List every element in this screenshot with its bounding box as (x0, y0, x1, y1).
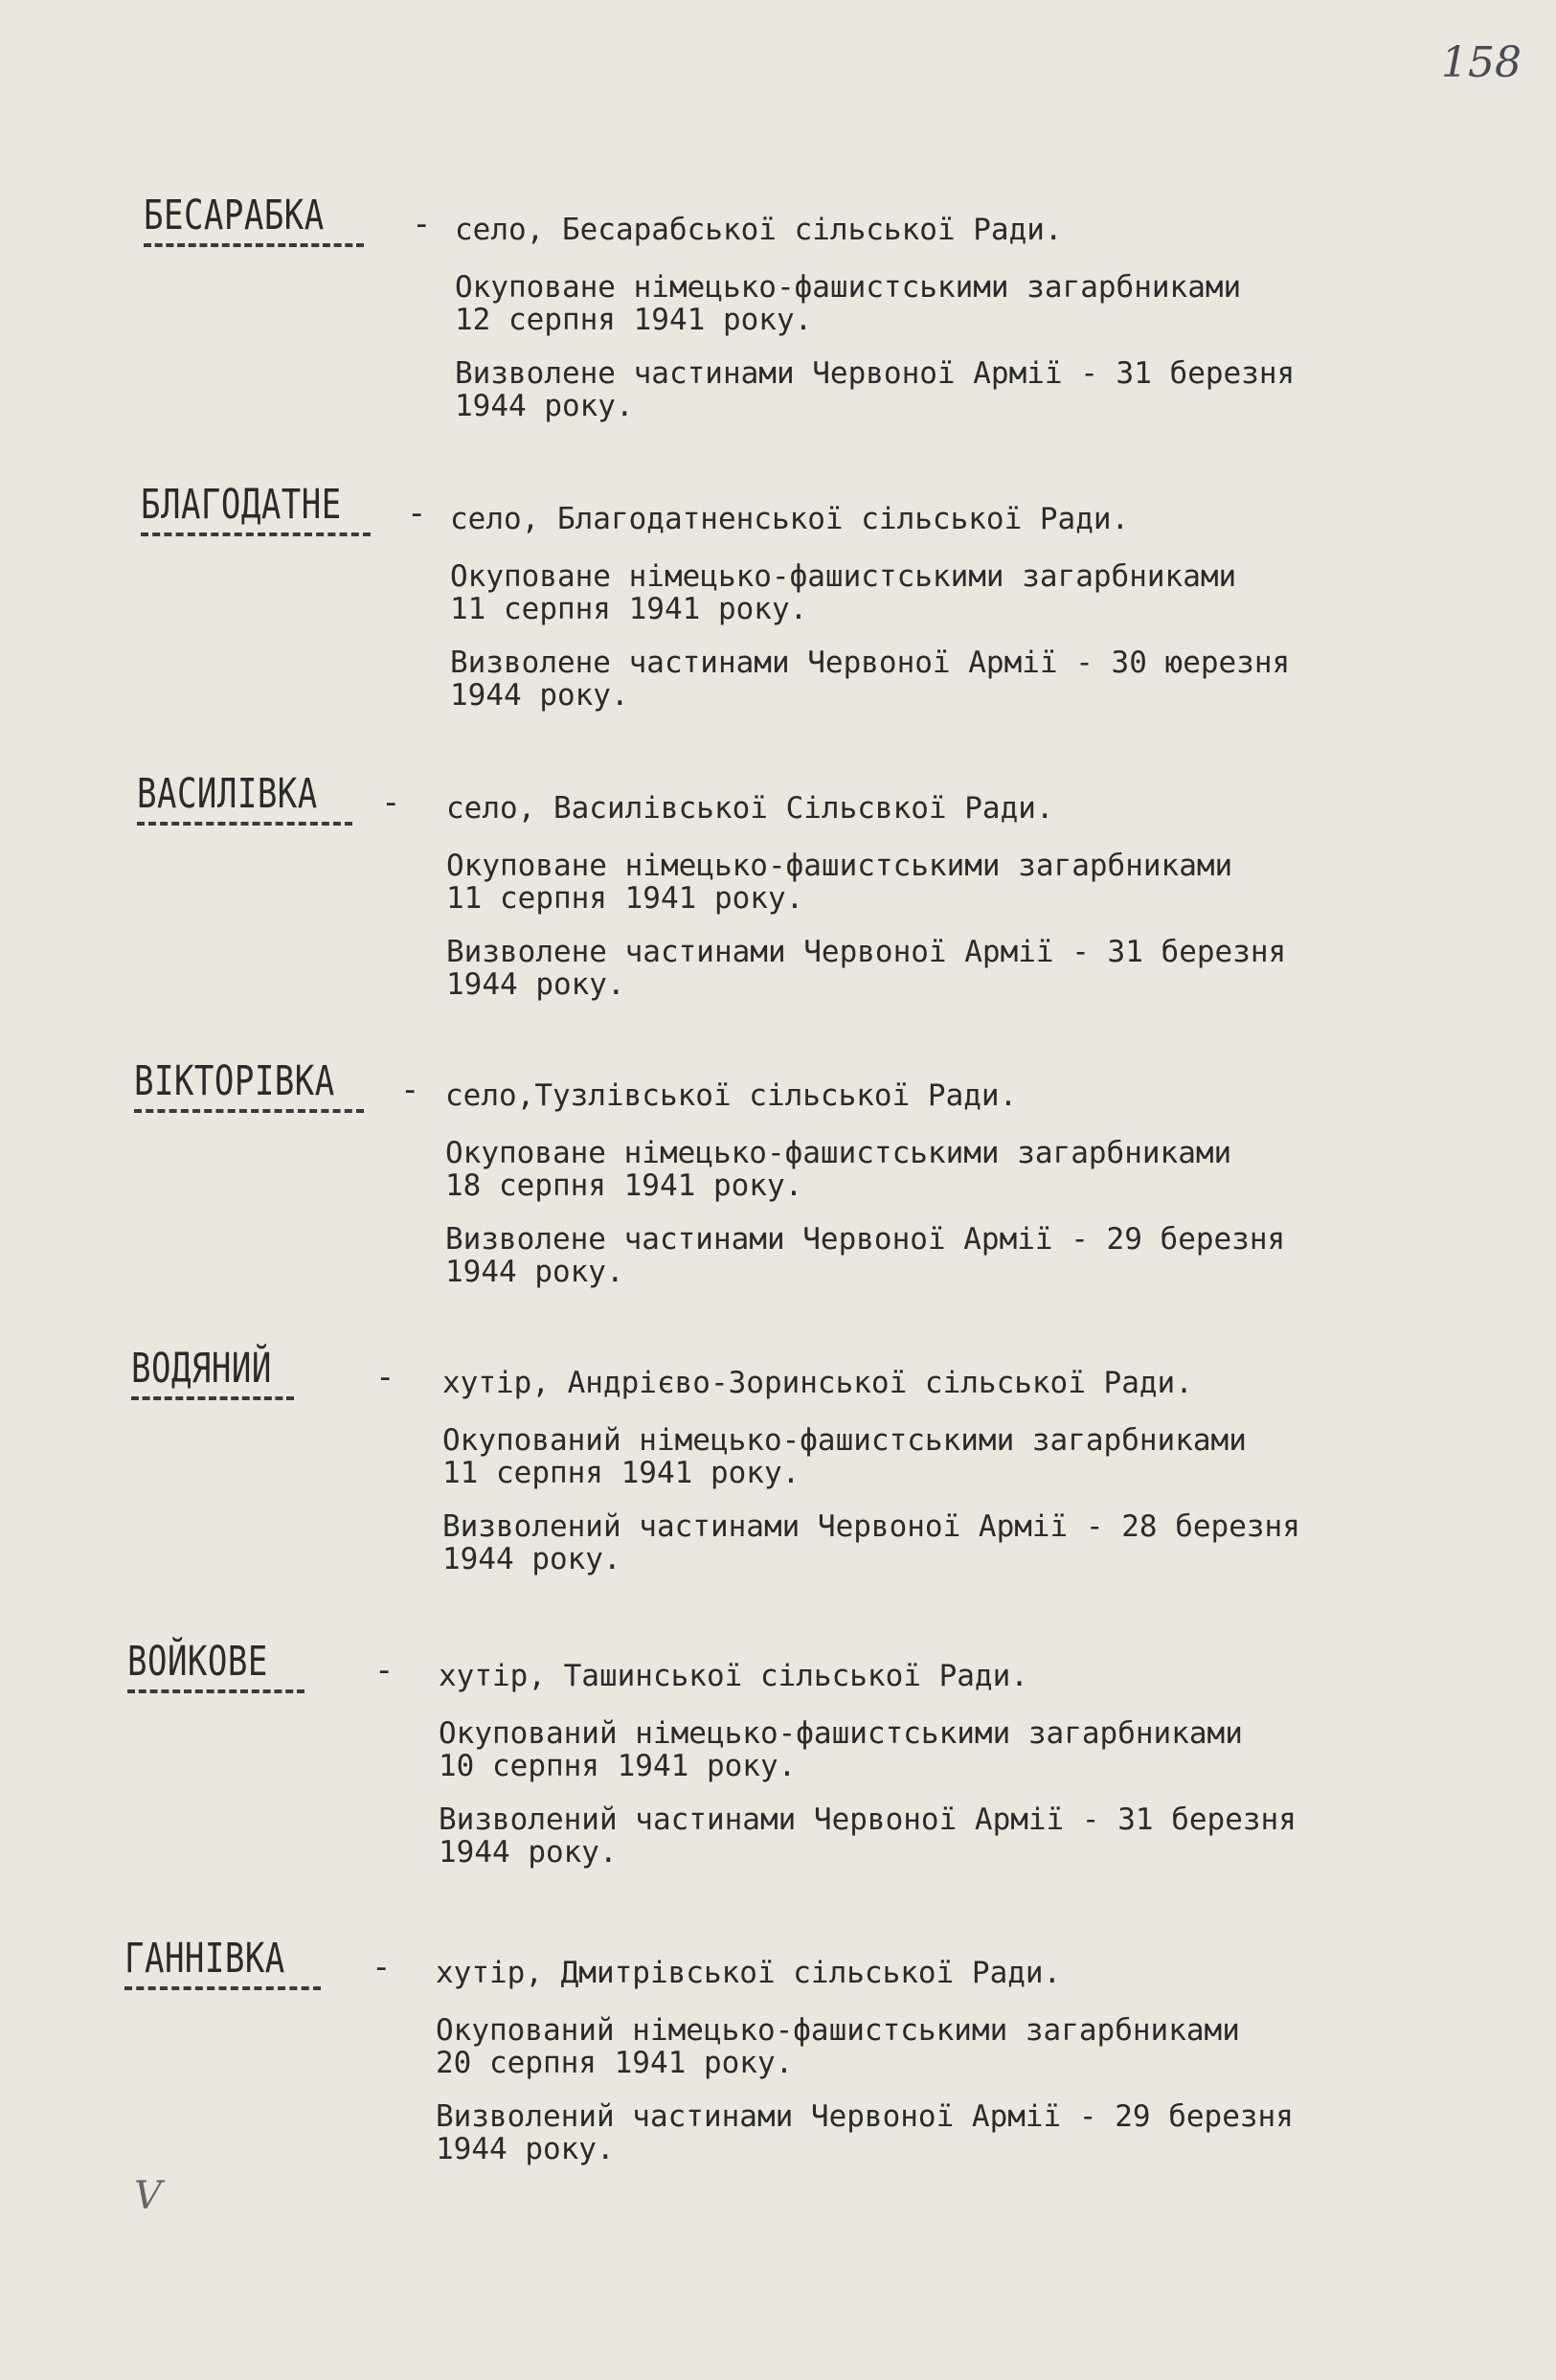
entry-line: 1944 року. (442, 1542, 621, 1576)
entry-blahodatne (141, 481, 1500, 720)
entry-line: 20 серпня 1941 року. (436, 2046, 794, 2080)
entry-line: Визволене частинами Червоної Армії - 31 березня (446, 935, 1287, 969)
entry-line: Окупований німецько-фашистськими загарбниками (439, 1716, 1243, 1751)
entry-line: хутір, Андрієво-Зоринської сільської Ради. (442, 1366, 1193, 1400)
entry-dash: - (372, 1948, 392, 1986)
entry-dash: - (374, 1651, 395, 1689)
entry-line: 12 серпня 1941 року. (455, 303, 813, 337)
entry-line: 1944 року. (439, 1835, 618, 1870)
entry-hannivka (124, 1935, 1484, 2174)
entry-vasylivka (137, 770, 1497, 1009)
name-underline (131, 1396, 294, 1400)
entry-line: Окуповане німецько-фашистськими загарбниками (455, 270, 1242, 305)
entry-line: 1944 року. (436, 2132, 615, 2166)
name-underline (134, 1109, 364, 1113)
entry-dash: - (400, 1071, 420, 1109)
entry-line: 18 серпня 1941 року. (445, 1168, 803, 1203)
entry-voikove (127, 1638, 1487, 1877)
entry-line: Окуповане німецько-фашистськими загарбниками (446, 849, 1233, 883)
entry-dash: - (375, 1358, 395, 1396)
entry-line: 1944 року. (445, 1255, 624, 1289)
name-underline (137, 822, 352, 826)
entry-line: Окуповане німецько-фашистськими загарбниками (450, 559, 1237, 594)
entry-besarabka (144, 192, 1503, 431)
entry-line: Окупований німецько-фашистськими загарбниками (442, 1423, 1247, 1458)
entry-name: ВАСИЛІВКА (137, 770, 318, 818)
entry-name: ВОЙКОВЕ (127, 1638, 268, 1686)
entry-line: хутір, Дмитрівської сільської Ради. (436, 1956, 1062, 1990)
name-underline (144, 243, 364, 247)
entry-line: Визволене частинами Червоної Армії - 29 березня (445, 1222, 1286, 1257)
entry-viktorivka (134, 1057, 1494, 1297)
entry-line: село,Тузлівської сільської Ради. (445, 1078, 1018, 1113)
entry-name: ВІКТОРІВКА (134, 1057, 335, 1105)
entry-line: 11 серпня 1941 року. (442, 1456, 801, 1490)
entry-name: БЛАГОДАТНЕ (141, 481, 342, 529)
entry-line: 1944 року. (446, 967, 625, 1002)
entry-line: 10 серпня 1941 року. (439, 1749, 797, 1783)
entry-dash: - (407, 494, 427, 533)
entry-name: ГАННІВКА (124, 1935, 285, 1983)
name-underline (141, 533, 371, 536)
entry-line: Визволений частинами Червоної Армії - 28 березня (442, 1509, 1300, 1544)
entry-line: 1944 року. (455, 389, 634, 423)
entry-line: Визволене частинами Червоної Армії - 30 юерезня (450, 646, 1291, 680)
entry-name: БЕСАРАБКА (144, 192, 325, 239)
entry-line: село, Благодатненської сільської Ради. (450, 502, 1130, 536)
entry-dash: - (381, 783, 401, 822)
entry-line: Визволений частинами Червоної Армії - 29 березня (436, 2099, 1294, 2134)
entry-line: Визволений частинами Червоної Армії - 31 березня (439, 1802, 1297, 1837)
entry-dash: - (412, 205, 432, 243)
entry-line: 1944 року. (450, 678, 629, 713)
entry-name: ВОДЯНИЙ (131, 1345, 272, 1393)
entry-line: Визволене частинами Червоної Армії - 31 березня (455, 356, 1296, 391)
entry-line: Окуповане німецько-фашистськими загарбниками (445, 1136, 1232, 1170)
name-underline (124, 1986, 321, 1990)
entry-line: 11 серпня 1941 року. (446, 881, 804, 916)
entry-vodianyi (131, 1345, 1491, 1584)
name-underline (127, 1689, 304, 1693)
check-mark: V (134, 2174, 162, 2218)
entry-line: село, Василівської Сільсвкої Ради. (446, 791, 1054, 826)
entry-line: 11 серпня 1941 року. (450, 592, 808, 626)
page-number: 158 (1441, 38, 1522, 87)
entry-line: хутір, Ташинської сільської Ради. (439, 1659, 1028, 1693)
entry-line: село, Бесарабської сільської Ради. (455, 213, 1063, 247)
entry-line: Окупований німецько-фашистськими загарбниками (436, 2013, 1240, 2048)
